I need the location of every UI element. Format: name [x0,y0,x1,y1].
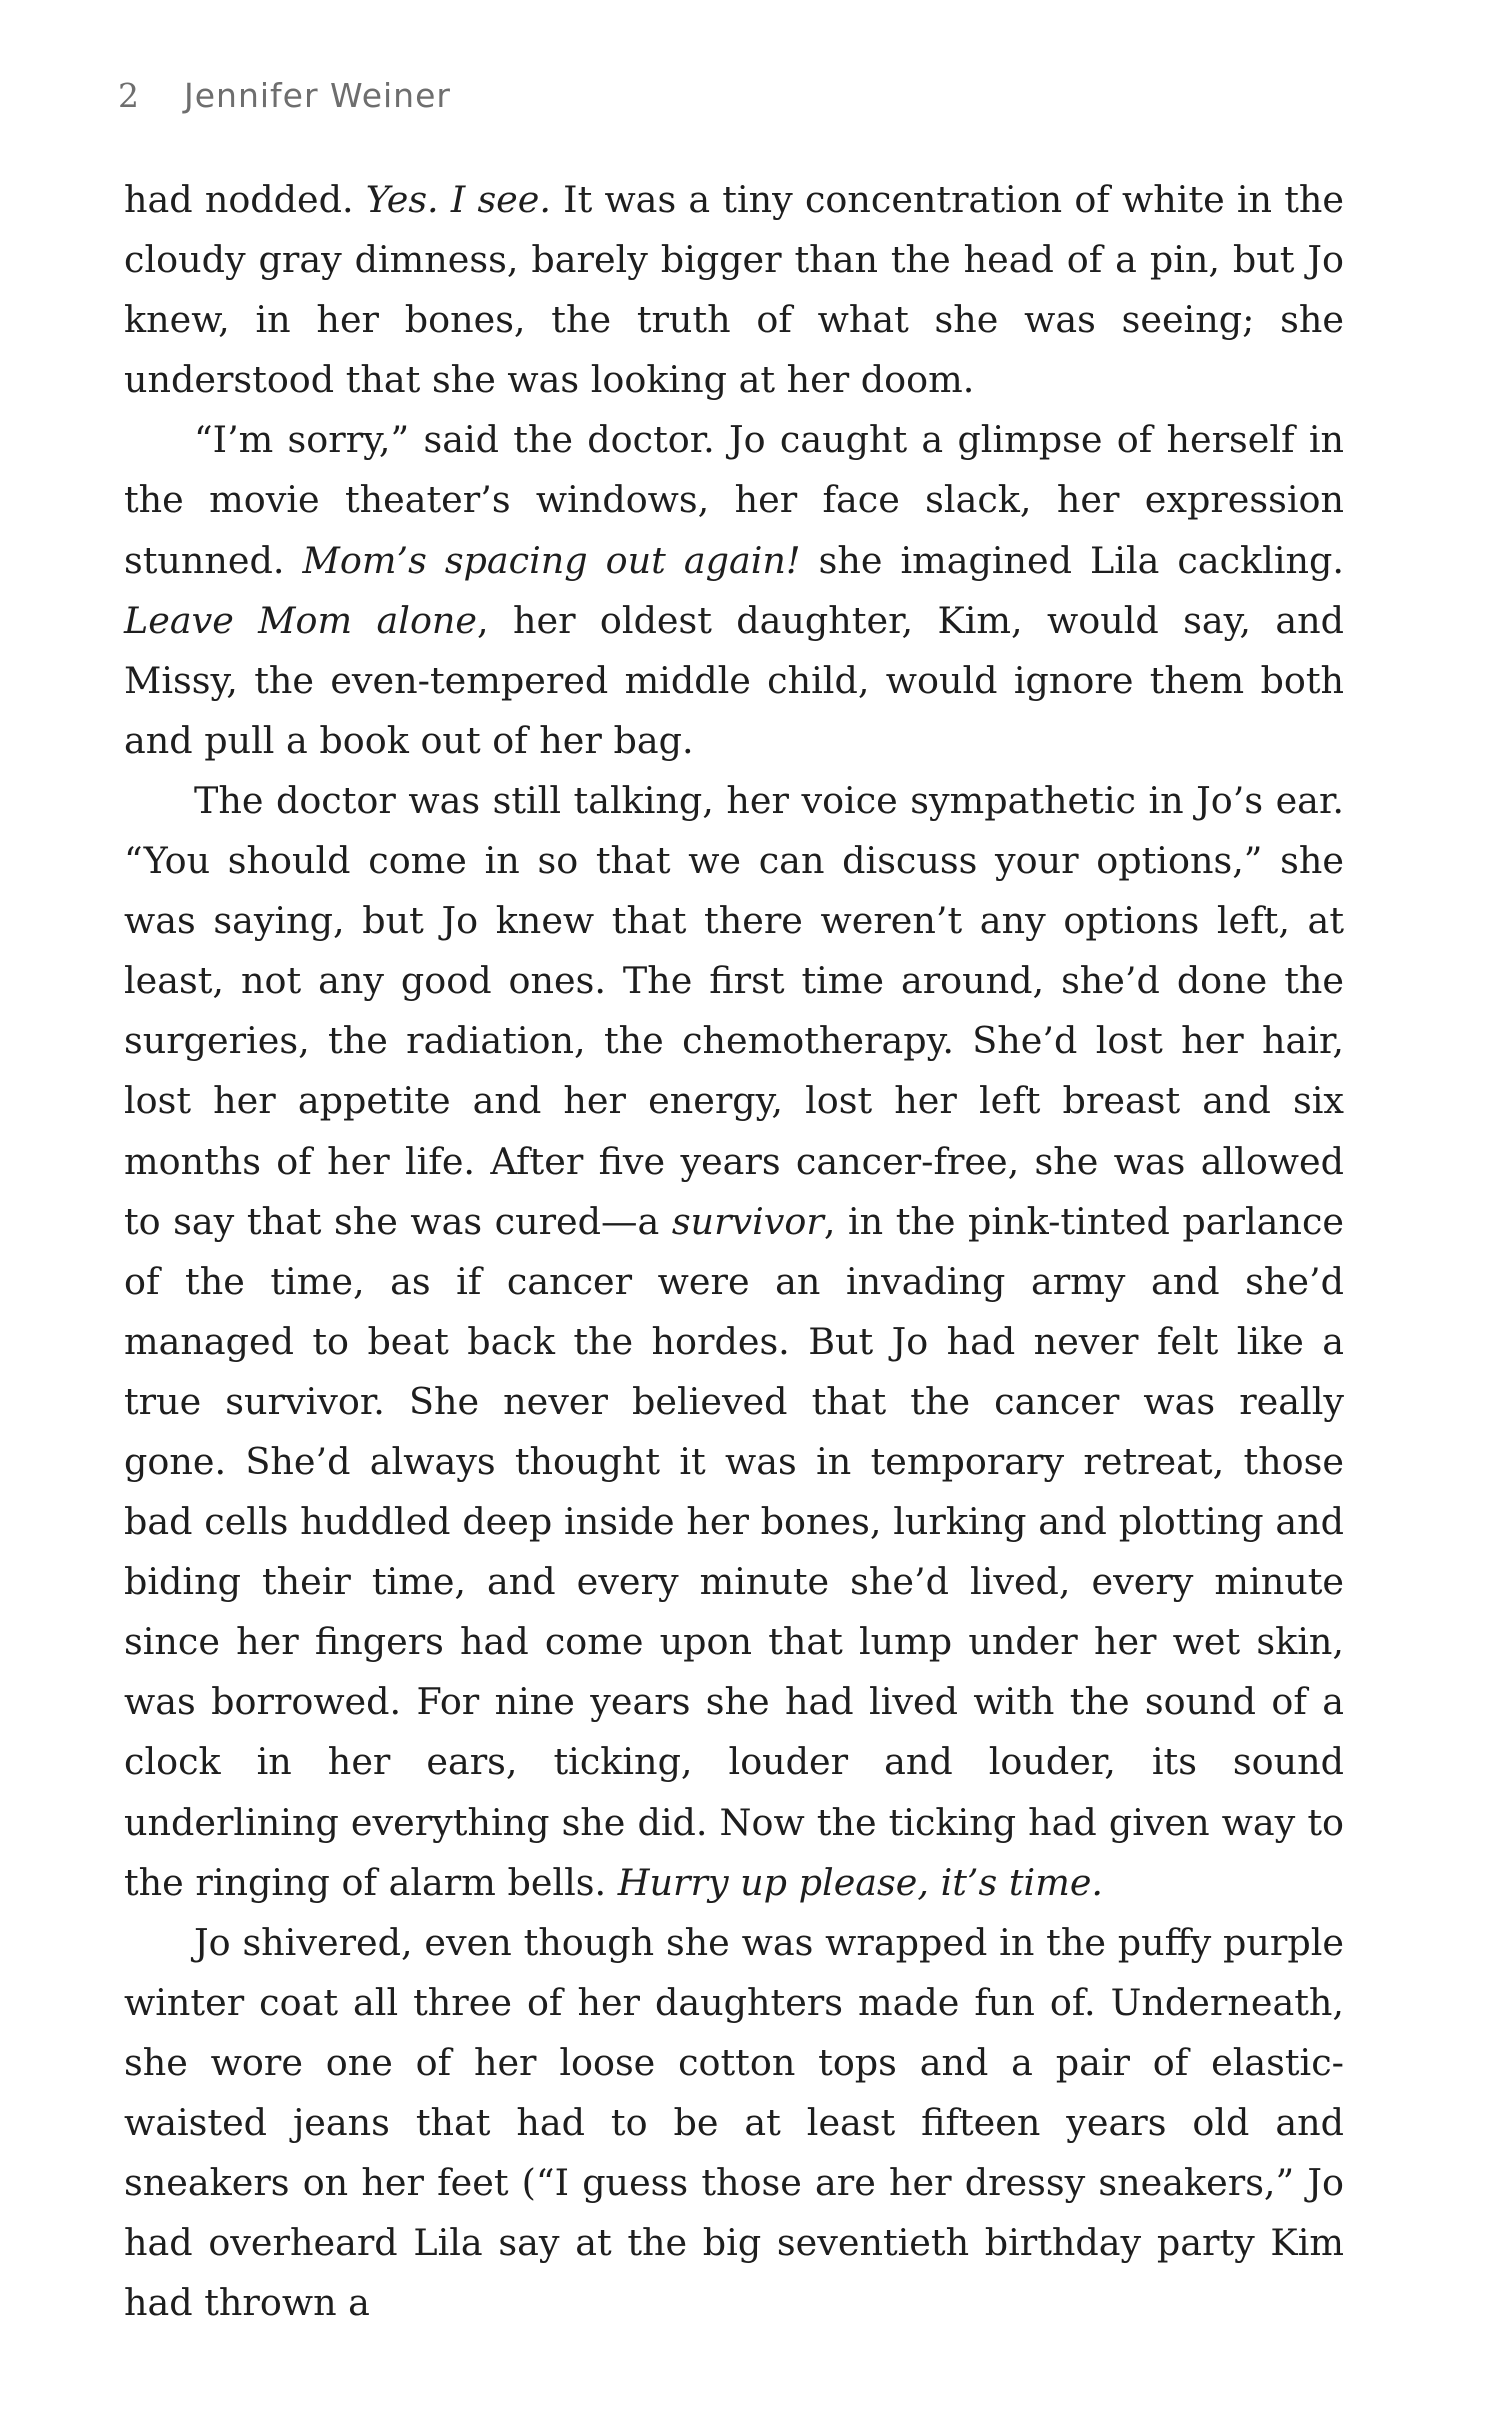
paragraph-2 [124,410,1344,771]
running-head [118,76,451,115]
text-segment: , her oldest daughter, Kim, would say, and Missy, the even-tempered middle child, would ignore them both and pull a book out of her bag. [124,598,1344,762]
italic-segment: survivor [671,1199,824,1243]
italic-segment: Leave Mom alone [124,598,478,642]
paragraph-1 [124,170,1344,410]
page-number: 2 [118,76,140,115]
text-segment: It was a tiny concentration of white in the cloudy gray dimness, barely bigger than the head of a pin, but Jo knew, in her bones, the truth of what she was seeing; she understood that she was looking at her doom. [124,178,1345,402]
italic-segment: Yes. I see. [365,178,551,221]
author-name: Jennifer Weiner [184,76,451,115]
text-segment: “I’m sorry,” said the doctor. Jo caught a glimpse of herself in the movie theater’s windows, her face slack, her expression stunned. [124,418,1344,582]
paragraph-3 [124,771,1344,1913]
text-segment: The doctor was still talking, her voice sympathetic in Jo’s ear. “You should come in so that we can discuss your options,” she was saying, but Jo knew that there weren’t any options left, at least, not any good ones. The first time around, she’d done the surgeries, the radiation, the chemotherapy. She’d lost her hair, lost her appetite and her energy, lost her left breast and six months of her life. After five years cancer-free, she was allowed to say that she was cured—a [124,778,1344,1243]
italic-segment: Mom’s spacing out again! [302,538,801,582]
text-segment: , in the pink-tinted parlance of the time, as if cancer were an invading army and she’d managed to beat back the hordes. But Jo had never felt like a true survivor. She never believed that the cancer was really gone. She’d always thought it was in temporary retreat, those bad cells huddled deep inside her bones, lurking and plotting and biding their time, and every minute she’d lived, every minute since her fingers had come upon that lump under her wet skin, was borrowed. For nine years she had lived with the sound of a clock in her ears, ticking, louder and louder, its sound underlining everything she did. Now the ticking had given way to the ringing of alarm bells. [124,1199,1344,1904]
text-segment: she imagined Lila cackling. [800,538,1344,582]
text-segment: had nodded. [124,178,366,221]
paragraph-4 [124,1913,1344,2334]
body-text [124,170,1344,2333]
italic-segment: Hurry up please, it’s time. [617,1860,1104,1904]
text-segment: Jo shivered, even though she was wrapped in the puffy purple winter coat all three of her daughters made fun of. Underneath, she wore one of her loose cotton tops and a pair of elastic-waisted jeans that had to be at least fifteen years old and sneakers on her feet (“I guess those are her dressy sneakers,” Jo had overheard Lila say at the big seventieth birthday party Kim had thrown a [124,1920,1344,2325]
